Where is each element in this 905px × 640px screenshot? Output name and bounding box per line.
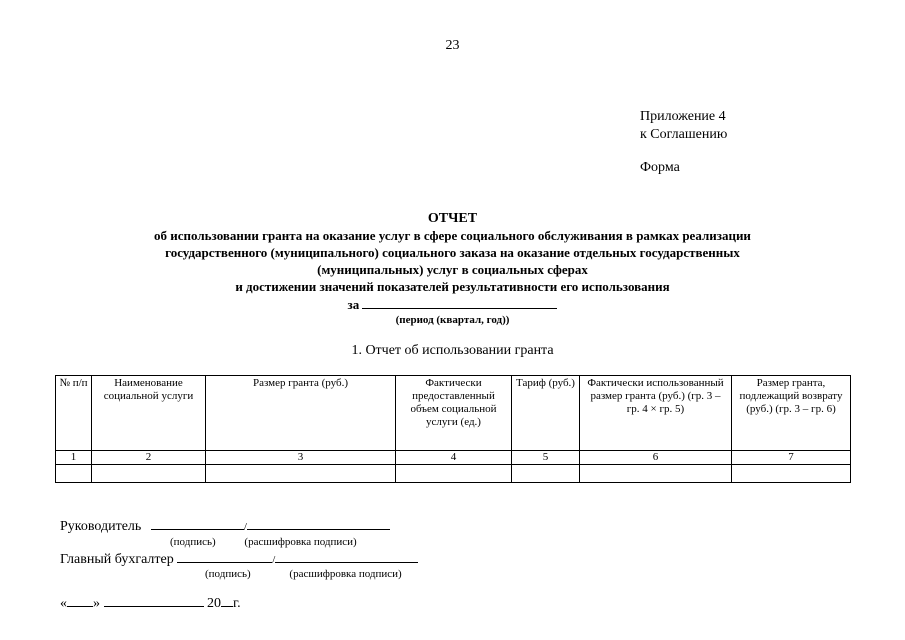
month-line[interactable]: [104, 594, 204, 607]
date-close-quote: »: [93, 596, 100, 611]
column-number: 6: [580, 451, 732, 465]
page-number: 23: [445, 38, 460, 53]
column-number: 3: [206, 451, 396, 465]
caption-decoding: (расшифровка подписи): [244, 536, 357, 548]
form-label: Форма: [640, 160, 680, 175]
head-signature-line[interactable]: [151, 517, 244, 530]
period-caption: (период (квартал, год)): [395, 314, 510, 326]
caption-signature: (подпись): [170, 536, 216, 548]
column-number-row: [56, 451, 851, 465]
caption-decoding: (расшифровка подписи): [289, 568, 402, 580]
table-row: [56, 465, 851, 483]
table-cell[interactable]: [396, 465, 512, 483]
head-signature-captions: [170, 536, 357, 548]
report-period-row: [60, 296, 845, 313]
head-signature-row: [60, 517, 390, 535]
grant-usage-table: [55, 375, 851, 483]
report-subtitle-line-4: и достижении значений показателей результативности его использования: [235, 279, 670, 294]
signature-separator: /: [272, 554, 276, 566]
column-header-tariff: Тариф (руб.): [512, 376, 580, 451]
column-header-grant-amount: Размер гранта (руб.): [206, 376, 396, 451]
head-decoding-line[interactable]: [247, 517, 390, 530]
day-line[interactable]: [67, 594, 93, 607]
accountant-label: Главный бухгалтер: [60, 552, 174, 567]
appendix-line-2: к Соглашению: [640, 127, 728, 142]
date-row: [60, 594, 241, 612]
column-number: 5: [512, 451, 580, 465]
head-label: Руководитель: [60, 519, 142, 534]
table-header-row: [56, 376, 851, 451]
year-suffix: г.: [233, 596, 241, 611]
year-prefix: 20: [207, 596, 221, 611]
accountant-signature-row: [60, 550, 418, 568]
accountant-decoding-line[interactable]: [275, 550, 418, 563]
date-open-quote: «: [60, 596, 67, 611]
year-line[interactable]: [221, 594, 233, 607]
column-header-grant-used: Фактически использованный размер гранта (руб.) (гр. 3 – гр. 4 × гр. 5): [580, 376, 732, 451]
accountant-signature-captions: [205, 568, 402, 580]
signature-separator: /: [243, 521, 247, 533]
report-subtitle-line-1: об использовании гранта на оказание услуг в сфере социального обслуживания в рамках реализации: [154, 228, 751, 243]
column-number: 2: [92, 451, 206, 465]
table-cell[interactable]: [512, 465, 580, 483]
table-cell[interactable]: [56, 465, 92, 483]
period-prefix: за: [347, 297, 360, 312]
table-cell[interactable]: [732, 465, 851, 483]
report-heading: [60, 210, 845, 295]
column-header-service-name: Наименование социальной услуги: [92, 376, 206, 451]
report-subtitle-line-2: государственного (муниципального) социального заказа на оказание отдельных государственных: [165, 245, 740, 260]
appendix-line-1: Приложение 4: [640, 109, 726, 124]
column-header-grant-refund: Размер гранта, подлежащий возврату (руб.) (гр. 3 – гр. 6): [732, 376, 851, 451]
column-number: 1: [56, 451, 92, 465]
period-input-line[interactable]: [362, 296, 557, 309]
column-number: 4: [396, 451, 512, 465]
section-title: 1. Отчет об использовании гранта: [351, 343, 554, 358]
accountant-signature-line[interactable]: [177, 550, 272, 563]
table-cell[interactable]: [92, 465, 206, 483]
column-header-service-volume: Фактически предоставленный объем социальной услуги (ед.): [396, 376, 512, 451]
table-cell[interactable]: [580, 465, 732, 483]
appendix-reference: [640, 108, 727, 144]
table-cell[interactable]: [206, 465, 396, 483]
caption-signature: (подпись): [205, 568, 251, 580]
column-header-number: № п/п: [56, 376, 92, 451]
report-title: ОТЧЕТ: [427, 211, 478, 226]
column-number: 7: [732, 451, 851, 465]
report-subtitle-line-3: (муниципальных) услуг в социальных сферах: [317, 262, 588, 277]
